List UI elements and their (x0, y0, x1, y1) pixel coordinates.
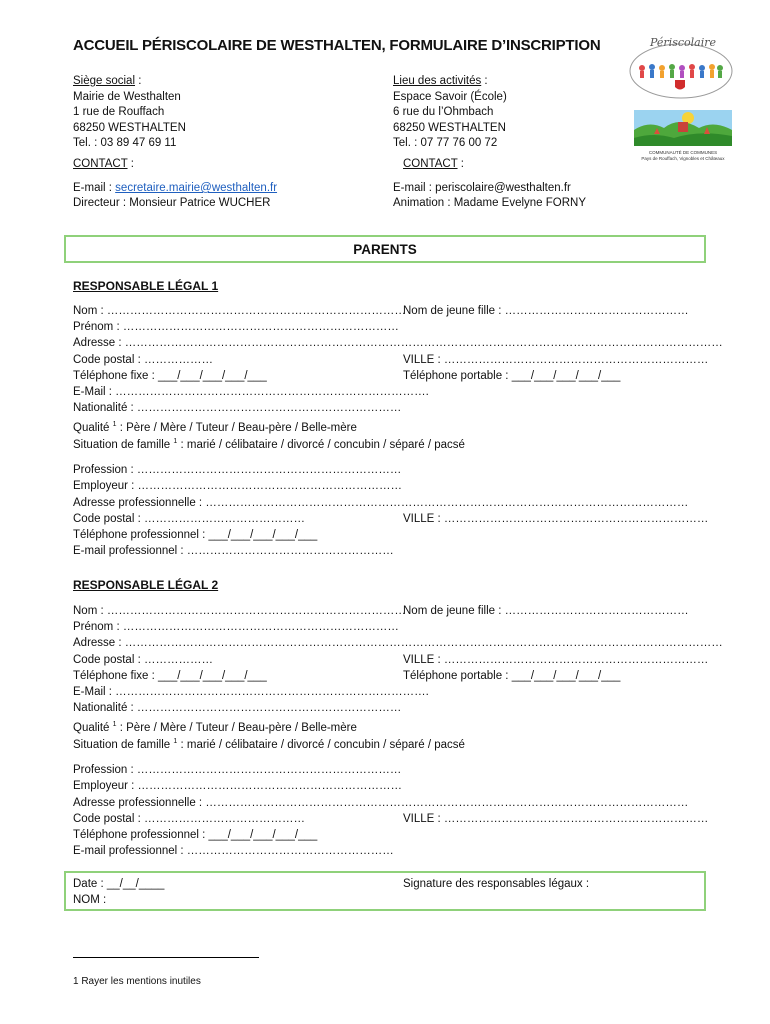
parents-section-title: PARENTS (353, 242, 417, 257)
footnote-mark: 1 (173, 738, 178, 745)
email-prefix: E-mail : (73, 182, 116, 194)
lieu-activites-block (393, 74, 507, 152)
r1-ville-pro-field[interactable]: VILLE : …………………………………………………………… (403, 513, 709, 525)
contact-left-heading-row (73, 157, 134, 173)
footnote-text: 1 Rayer les mentions inutiles (73, 976, 201, 987)
r2-nom-jeune-fille-field[interactable]: Nom de jeune fille : ………………………………………… (403, 605, 689, 617)
r2-tel-portable-field[interactable]: Téléphone portable : ___/___/___/___/___ (403, 670, 621, 682)
qualite-options: : Père / Mère / Tuteur / Beau-père / Belle-mère (116, 421, 357, 434)
r1-nationalite-field[interactable]: Nationalité : …………………………………………………………… (73, 402, 402, 414)
r2-employeur-field[interactable]: Employeur : …………………………………………………………… (73, 780, 403, 792)
r1-nom-field[interactable]: Nom : …………………………………………………………………… (73, 305, 406, 317)
r2-tel-fixe-field[interactable]: Téléphone fixe : ___/___/___/___/___ (73, 670, 267, 682)
r1-code-postal-pro-field[interactable]: Code postal : …………………………………… (73, 513, 305, 525)
form-title: ACCUEIL PÉRISCOLAIRE DE WESTHALTEN, FORMULAIRE D’INSCRIPTION (73, 37, 601, 54)
responsable-2-title: RESPONSABLE LÉGAL 2 (73, 578, 219, 592)
crest-icon (675, 80, 685, 90)
nom-field[interactable]: NOM : (73, 894, 107, 906)
responsable-1-title: RESPONSABLE LÉGAL 1 (73, 279, 219, 293)
children-figures-icon (639, 64, 723, 78)
address-line: 68250 WESTHALTEN (393, 121, 506, 134)
contact-heading: CONTACT (403, 158, 458, 170)
address-line: 68250 WESTHALTEN (73, 121, 186, 134)
parents-section-box (64, 235, 706, 263)
r1-profession-field[interactable]: Profession : …………………………………………………………… (73, 464, 402, 476)
periscolaire-email-line: E-mail : periscolaire@westhalten.fr (393, 182, 571, 194)
communaute-logo-caption: COMMUNAUTÉ DE COMMUNES Pays de Rouffach, Vignobles et Châteaux (641, 150, 725, 161)
r2-profession-field[interactable]: Profession : …………………………………………………………… (73, 764, 402, 776)
r2-ville-field[interactable]: VILLE : …………………………………………………………… (403, 654, 709, 666)
r1-ville-field[interactable]: VILLE : …………………………………………………………… (403, 354, 709, 366)
contact-heading: CONTACT (73, 158, 128, 170)
r2-nom-field[interactable]: Nom : …………………………………………………………………… (73, 605, 406, 617)
r1-tel-fixe-field[interactable]: Téléphone fixe : ___/___/___/___/___ (73, 370, 267, 382)
address-line: 1 rue de Rouffach (73, 106, 165, 118)
heading-suffix: : (135, 75, 142, 87)
footnote-mark: 1 (112, 421, 117, 428)
signature-label: Signature des responsables légaux : (403, 878, 590, 890)
r2-prenom-field[interactable]: Prénom : ……………………………………………………………… (73, 621, 399, 633)
r2-email-pro-field[interactable]: E-mail professionnel : ……………………………………………… (73, 845, 394, 857)
lieu-activites-heading: Lieu des activités (393, 75, 482, 87)
situation-options: : marié / célibataire / divorcé / concubin / séparé / pacsé (177, 738, 465, 751)
address-line: Mairie de Westhalten (73, 90, 181, 103)
r2-tel-pro-field[interactable]: Téléphone professionnel : ___/___/___/___/___ (73, 829, 318, 841)
r2-nationalite-field[interactable]: Nationalité : …………………………………………………………… (73, 702, 402, 714)
mairie-email-link[interactable]: secretaire.mairie@westhalten.fr (115, 182, 278, 194)
footnote-mark: 1 (112, 721, 117, 728)
situation-label: Situation de famille (73, 438, 174, 451)
r1-nom-jeune-fille-field[interactable]: Nom de jeune fille : ………………………………………… (403, 305, 689, 317)
signature-box (64, 871, 706, 911)
r2-code-postal-pro-field[interactable]: Code postal : …………………………………… (73, 813, 305, 825)
phone-line: Tel. : 03 89 47 69 11 (73, 137, 177, 149)
address-line: 6 rue du l’Ohmbach (393, 106, 494, 118)
footnote-mark: 1 (173, 438, 178, 445)
phone-line: Tel. : 07 77 76 00 72 (393, 137, 498, 149)
periscolaire-logo (628, 38, 734, 100)
siege-social-block (73, 74, 186, 152)
communaute-communes-logo (634, 110, 732, 162)
r1-employeur-field[interactable]: Employeur : …………………………………………………………… (73, 480, 403, 492)
r2-code-postal-field[interactable]: Code postal : ……………… (73, 654, 213, 666)
siege-social-heading: Siège social (73, 75, 136, 87)
situation-options: : marié / célibataire / divorcé / concubin / séparé / pacsé (177, 438, 465, 451)
r1-tel-portable-field[interactable]: Téléphone portable : ___/___/___/___/___ (403, 370, 621, 382)
r1-adresse-field[interactable]: Adresse : ………………………………………………………………………………………………………………………………………… (73, 337, 723, 349)
date-field[interactable]: Date : __/__/____ (73, 878, 165, 890)
r1-tel-pro-field[interactable]: Téléphone professionnel : ___/___/___/___/___ (73, 529, 318, 541)
qualite-options: : Père / Mère / Tuteur / Beau-père / Belle-mère (116, 721, 357, 734)
r1-adresse-pro-field[interactable]: Adresse professionnelle : ……………………………………………………………………………………………………………… (73, 497, 689, 509)
r1-email-pro-field[interactable]: E-mail professionnel : ……………………………………………… (73, 545, 394, 557)
address-line: Espace Savoir (École) (393, 90, 507, 103)
director-line: Directeur : Monsieur Patrice WUCHER (73, 197, 271, 209)
r2-ville-pro-field[interactable]: VILLE : …………………………………………………………… (403, 813, 709, 825)
animation-line: Animation : Madame Evelyne FORNY (393, 197, 587, 209)
r2-email-field[interactable]: E-Mail : ………………………………………………………………………. (73, 686, 429, 698)
qualite-label: Qualité (73, 721, 113, 734)
r2-adresse-field[interactable]: Adresse : ………………………………………………………………………………………………………………………………………… (73, 637, 723, 649)
footnote-divider (73, 957, 259, 958)
r1-email-field[interactable]: E-Mail : ………………………………………………………………………. (73, 386, 429, 398)
contact-left-email-row (73, 181, 277, 197)
r1-code-postal-field[interactable]: Code postal : ……………… (73, 354, 213, 366)
periscolaire-logo-text: Périscolaire (650, 36, 716, 49)
r2-situation-field[interactable] (73, 734, 465, 753)
heading-suffix: : (127, 158, 134, 170)
heading-suffix: : (481, 75, 488, 87)
landscape-icon (634, 110, 732, 146)
situation-label: Situation de famille (73, 738, 174, 751)
contact-right-heading-row (403, 157, 464, 173)
r1-situation-field[interactable] (73, 434, 465, 453)
qualite-label: Qualité (73, 421, 113, 434)
heading-suffix: : (457, 158, 464, 170)
r1-prenom-field[interactable]: Prénom : ……………………………………………………………… (73, 321, 399, 333)
r2-adresse-pro-field[interactable]: Adresse professionnelle : ……………………………………………………………………………………………………………… (73, 797, 689, 809)
